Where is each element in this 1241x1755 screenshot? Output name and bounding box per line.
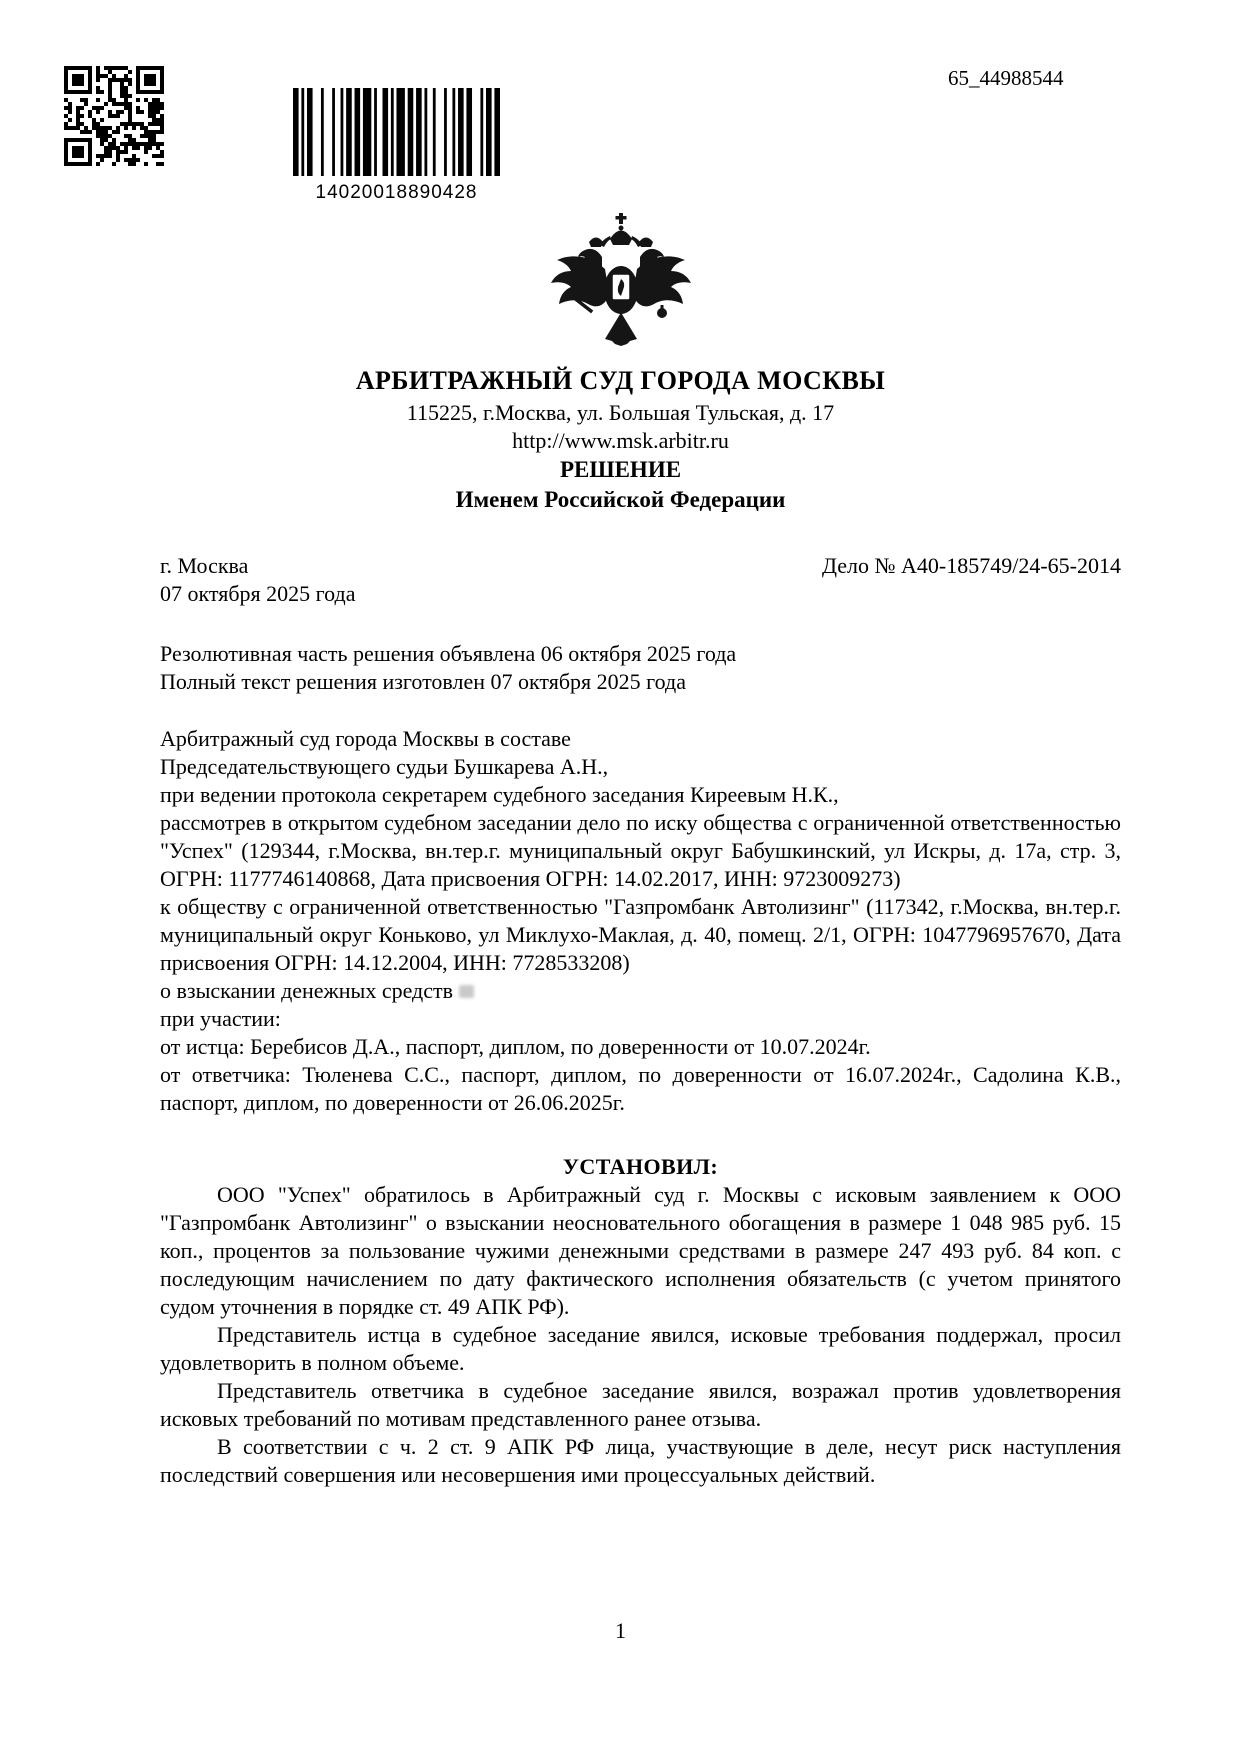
coat-of-arms-icon [546,210,696,360]
decision-subtitle: Именем Российской Федерации [455,487,786,512]
court-name: АРБИТРАЖНЫЙ СУД ГОРОДА МОСКВЫ [355,366,886,395]
plaintiff-description: рассмотрев в открытом судебном заседании дело по иску общества с ограниченной ответственностью "Успех" (129344, г.Москва, вн.тер.г. муниципальный округ Бабушкинский, ул Искры, д. 17а, стр. 3, ОГРН: 1177746140868, Дата присвоения ОГРН: 14.02.2017, ИНН: 9723009273) [160,810,1121,891]
established-heading: УСТАНОВИЛ: [562,1154,719,1179]
resolutive-part-line: Резолютивная часть решения объявлена 06 октября 2025 года [160,641,737,666]
barcode-number: 14020018890428 [315,182,478,203]
court-website: http://www.msk.arbitr.ru [512,428,729,453]
participation-label: при участии: [160,1006,281,1031]
court-address: 115225, г.Москва, ул. Большая Тульская, д. 17 [406,400,835,425]
secretary-line: при ведении протокола секретарем судебного заседания Киреевым Н.К., [160,782,839,807]
barcode [293,88,500,204]
barcode-icon [293,88,500,176]
case-number: Дело № А40-185749/24-65-2014 [822,553,1121,578]
qr-code [64,66,164,171]
court-composition-line: Арбитражный суд города Москвы в составе [160,726,571,751]
established-paragraph: В соответствии с ч. 2 ст. 9 АПК РФ лица, участвующие в деле, несут риск наступления последствий совершения или несовершения ими процессуальных действий. [160,1434,1121,1487]
presiding-judge-line: Председательствующего судьи Бушкарева А.Н., [160,754,609,779]
plaintiff-representative-line: от истца: Беребисов Д.А., паспорт, диплом, по доверенности от 10.07.2024г. [160,1034,871,1059]
decision-date: 07 октября 2025 года [160,581,356,606]
decision-title: РЕШЕНИЕ [559,457,682,482]
established-paragraph: ООО "Успех" обратилось в Арбитражный суд г. Москвы с исковым заявлением к ООО "Газпромбанк Автолизинг" о взыскании неосновательного обогащения в размере 1 048 985 руб. 15 коп., процентов за пользование чужими денежными средствами в размере 247 493 руб. 84 коп. с последующим начислением по дату фактического исполнения обязательств (с учетом принятого судом уточнения в порядке ст. 49 АПК РФ). [160,1182,1121,1319]
document-code: 65_44988544 [948,66,1064,90]
claim-subject-text: о взыскании денежных средств [160,978,454,1003]
established-paragraph: Представитель ответчика в судебное заседание явился, возражал против удовлетворения исковых требований по мотивам представленного ранее отзыва. [160,1378,1121,1431]
established-paragraph: Представитель истца в судебное заседание явился, исковые требования поддержал, просил удовлетворить в полном объеме. [160,1322,1121,1375]
full-text-line: Полный текст решения изготовлен 07 октября 2025 года [160,669,686,694]
defendant-description: к обществу с ограниченной ответственностью "Газпромбанк Автолизинг" (117342, г.Москва, вн.тер.г. муниципальный округ Коньково, ул Миклухо-Маклая, д. 40, помещ. 2/1, ОГРН: 1047796957670, Дата присвоения ОГРН: 14.12.2004, ИНН: 7728533208) [160,894,1121,975]
defendant-representative-line: от ответчика: Тюленева С.С., паспорт, диплом, по доверенности от 16.07.2024г., Садолина К.В., паспорт, диплом, по доверенности от 26.06.2025г. [160,1062,1121,1115]
city-label: г. Москва [160,553,249,578]
redaction-smudge [459,985,474,998]
document-header [0,210,1241,515]
claim-subject-line [160,977,1121,1005]
qr-code-icon [64,66,164,166]
document-body [160,552,1121,1489]
page-number: 1 [615,1618,626,1643]
